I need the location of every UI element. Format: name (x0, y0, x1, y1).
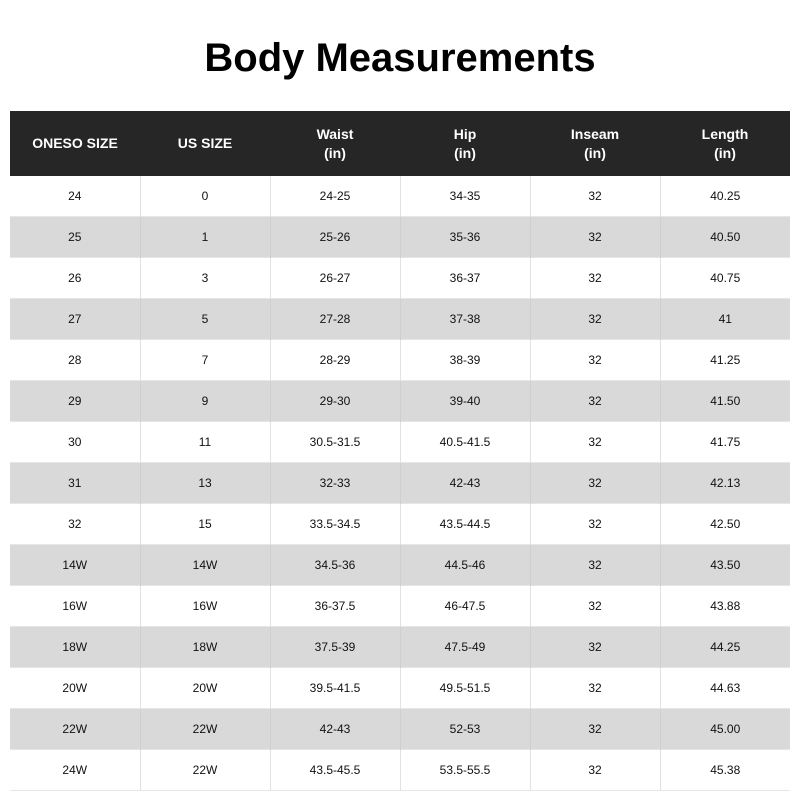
size-chart-table (10, 111, 790, 791)
header-hip: Hip (in) (400, 111, 530, 176)
cell-inseam: 32 (530, 627, 660, 668)
cell-waist: 33.5-34.5 (270, 504, 400, 545)
cell-length: 43.50 (660, 545, 790, 586)
cell-inseam: 32 (530, 545, 660, 586)
page-title: Body Measurements (204, 36, 596, 80)
cell-length: 45.00 (660, 709, 790, 750)
header-us-size: US SIZE (140, 111, 270, 176)
cell-hip: 39-40 (400, 381, 530, 422)
cell-waist: 39.5-41.5 (270, 668, 400, 709)
cell-oneso-size: 20W (10, 668, 140, 709)
cell-waist: 24-25 (270, 176, 400, 217)
table-row (10, 463, 790, 504)
cell-us-size: 14W (140, 545, 270, 586)
cell-inseam: 32 (530, 668, 660, 709)
cell-hip: 43.5-44.5 (400, 504, 530, 545)
cell-hip: 42-43 (400, 463, 530, 504)
table-row (10, 422, 790, 463)
cell-waist: 30.5-31.5 (270, 422, 400, 463)
header-length: Length (in) (660, 111, 790, 176)
cell-oneso-size: 25 (10, 217, 140, 258)
cell-length: 40.25 (660, 176, 790, 217)
cell-waist: 27-28 (270, 299, 400, 340)
cell-us-size: 22W (140, 750, 270, 791)
cell-length: 44.63 (660, 668, 790, 709)
cell-waist: 25-26 (270, 217, 400, 258)
cell-us-size: 11 (140, 422, 270, 463)
cell-inseam: 32 (530, 504, 660, 545)
cell-length: 41.25 (660, 340, 790, 381)
cell-hip: 36-37 (400, 258, 530, 299)
cell-inseam: 32 (530, 422, 660, 463)
table-row (10, 709, 790, 750)
cell-hip: 47.5-49 (400, 627, 530, 668)
cell-us-size: 18W (140, 627, 270, 668)
table-row (10, 258, 790, 299)
cell-oneso-size: 32 (10, 504, 140, 545)
cell-us-size: 0 (140, 176, 270, 217)
cell-waist: 34.5-36 (270, 545, 400, 586)
cell-oneso-size: 14W (10, 545, 140, 586)
cell-oneso-size: 24 (10, 176, 140, 217)
cell-inseam: 32 (530, 217, 660, 258)
cell-oneso-size: 26 (10, 258, 140, 299)
cell-length: 41 (660, 299, 790, 340)
table-row (10, 340, 790, 381)
cell-inseam: 32 (530, 176, 660, 217)
header-waist: Waist (in) (270, 111, 400, 176)
cell-waist: 29-30 (270, 381, 400, 422)
cell-length: 45.38 (660, 750, 790, 791)
cell-inseam: 32 (530, 381, 660, 422)
cell-inseam: 32 (530, 299, 660, 340)
cell-waist: 26-27 (270, 258, 400, 299)
table-row (10, 627, 790, 668)
table-row (10, 381, 790, 422)
cell-hip: 37-38 (400, 299, 530, 340)
table-row (10, 545, 790, 586)
cell-waist: 36-37.5 (270, 586, 400, 627)
cell-oneso-size: 18W (10, 627, 140, 668)
cell-waist: 37.5-39 (270, 627, 400, 668)
table-row (10, 750, 790, 791)
cell-length: 40.50 (660, 217, 790, 258)
cell-oneso-size: 29 (10, 381, 140, 422)
cell-length: 41.75 (660, 422, 790, 463)
cell-inseam: 32 (530, 586, 660, 627)
cell-length: 44.25 (660, 627, 790, 668)
cell-waist: 32-33 (270, 463, 400, 504)
cell-waist: 43.5-45.5 (270, 750, 400, 791)
cell-hip: 52-53 (400, 709, 530, 750)
cell-inseam: 32 (530, 463, 660, 504)
cell-length: 43.88 (660, 586, 790, 627)
cell-hip: 38-39 (400, 340, 530, 381)
cell-us-size: 20W (140, 668, 270, 709)
cell-us-size: 22W (140, 709, 270, 750)
table-row (10, 668, 790, 709)
table-row (10, 586, 790, 627)
table-row (10, 504, 790, 545)
cell-inseam: 32 (530, 340, 660, 381)
cell-us-size: 7 (140, 340, 270, 381)
cell-us-size: 3 (140, 258, 270, 299)
header-oneso-size: ONESO SIZE (10, 111, 140, 176)
cell-waist: 28-29 (270, 340, 400, 381)
cell-inseam: 32 (530, 709, 660, 750)
table-header-row (10, 111, 790, 176)
table-row (10, 217, 790, 258)
cell-oneso-size: 30 (10, 422, 140, 463)
cell-us-size: 5 (140, 299, 270, 340)
cell-length: 41.50 (660, 381, 790, 422)
cell-hip: 46-47.5 (400, 586, 530, 627)
cell-oneso-size: 27 (10, 299, 140, 340)
cell-us-size: 1 (140, 217, 270, 258)
cell-length: 40.75 (660, 258, 790, 299)
cell-hip: 53.5-55.5 (400, 750, 530, 791)
cell-oneso-size: 16W (10, 586, 140, 627)
table-row (10, 299, 790, 340)
cell-us-size: 9 (140, 381, 270, 422)
cell-length: 42.13 (660, 463, 790, 504)
cell-oneso-size: 22W (10, 709, 140, 750)
cell-inseam: 32 (530, 258, 660, 299)
table-row (10, 176, 790, 217)
cell-inseam: 32 (530, 750, 660, 791)
cell-us-size: 13 (140, 463, 270, 504)
cell-hip: 35-36 (400, 217, 530, 258)
cell-hip: 44.5-46 (400, 545, 530, 586)
cell-hip: 40.5-41.5 (400, 422, 530, 463)
cell-us-size: 15 (140, 504, 270, 545)
cell-hip: 49.5-51.5 (400, 668, 530, 709)
cell-oneso-size: 28 (10, 340, 140, 381)
header-inseam: Inseam (in) (530, 111, 660, 176)
cell-oneso-size: 31 (10, 463, 140, 504)
cell-us-size: 16W (140, 586, 270, 627)
table-body (10, 176, 790, 791)
cell-waist: 42-43 (270, 709, 400, 750)
cell-length: 42.50 (660, 504, 790, 545)
cell-hip: 34-35 (400, 176, 530, 217)
cell-oneso-size: 24W (10, 750, 140, 791)
